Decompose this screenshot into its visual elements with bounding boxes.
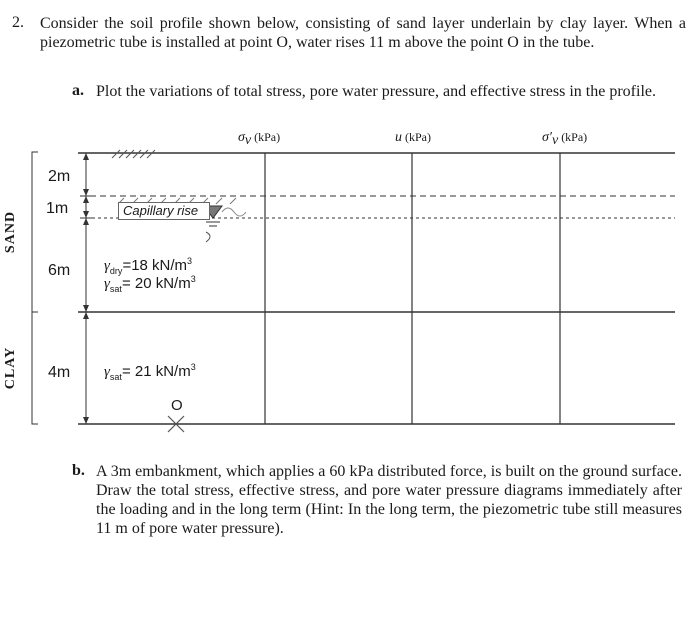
depth-label-6m: 6m xyxy=(48,262,71,279)
pore-pressure-header: u (kPa) xyxy=(395,130,431,145)
total-stress-header: $\sigma_v$ (kPa) xyxy=(238,130,281,149)
capillary-label-box xyxy=(118,202,210,220)
point-o-label: O xyxy=(171,397,183,414)
depth-label-2m: 2m xyxy=(48,168,71,185)
part-b-label: b. xyxy=(72,462,85,479)
part-a-text: Plot the variations of total stress, pore water pressure, and effective stress in the profile. xyxy=(96,83,656,100)
sand-gamma-sat: $\gamma_{sat}= 20$ $kN/m^3$ xyxy=(104,274,196,294)
depth-label-4m: 4m xyxy=(48,364,71,381)
sand-bracket xyxy=(32,152,38,312)
sand-layer-label: SAND xyxy=(3,210,18,254)
clay-layer-label: CLAY xyxy=(3,346,18,390)
capillary-label: Capillary rise xyxy=(123,203,199,218)
effective-stress-header: $\sigma'_v$ (kPa) xyxy=(542,130,588,149)
question-number: 2. xyxy=(12,14,24,31)
ground-hatch xyxy=(112,150,155,158)
sand-gamma-dry: $\gamma_{dry}=18$ $kN/m^3$ xyxy=(104,256,193,276)
part-a-label: a. xyxy=(72,82,84,99)
clay-bracket xyxy=(32,312,38,424)
depth-label-1m: 1m xyxy=(46,200,69,217)
clay-gamma-sat: $\gamma_{sat}= 21$ $kN/m^3$ xyxy=(104,362,196,382)
question-text: Consider the soil profile shown below, consisting of sand layer underlain by clay layer. When a piezometric tube is installed at point O, water rises 11 m above the point O in the tube. xyxy=(40,15,686,51)
part-b-text: A 3m embankment, which applies a 60 kPa distributed force, is built on the ground surface. Draw the total stress, effective stress, and pore water pressure diagrams immediately after the loading and in the long term (Hint: In the long term, the piezometric tube still measures 11 m of pore water pressure). xyxy=(96,463,682,537)
